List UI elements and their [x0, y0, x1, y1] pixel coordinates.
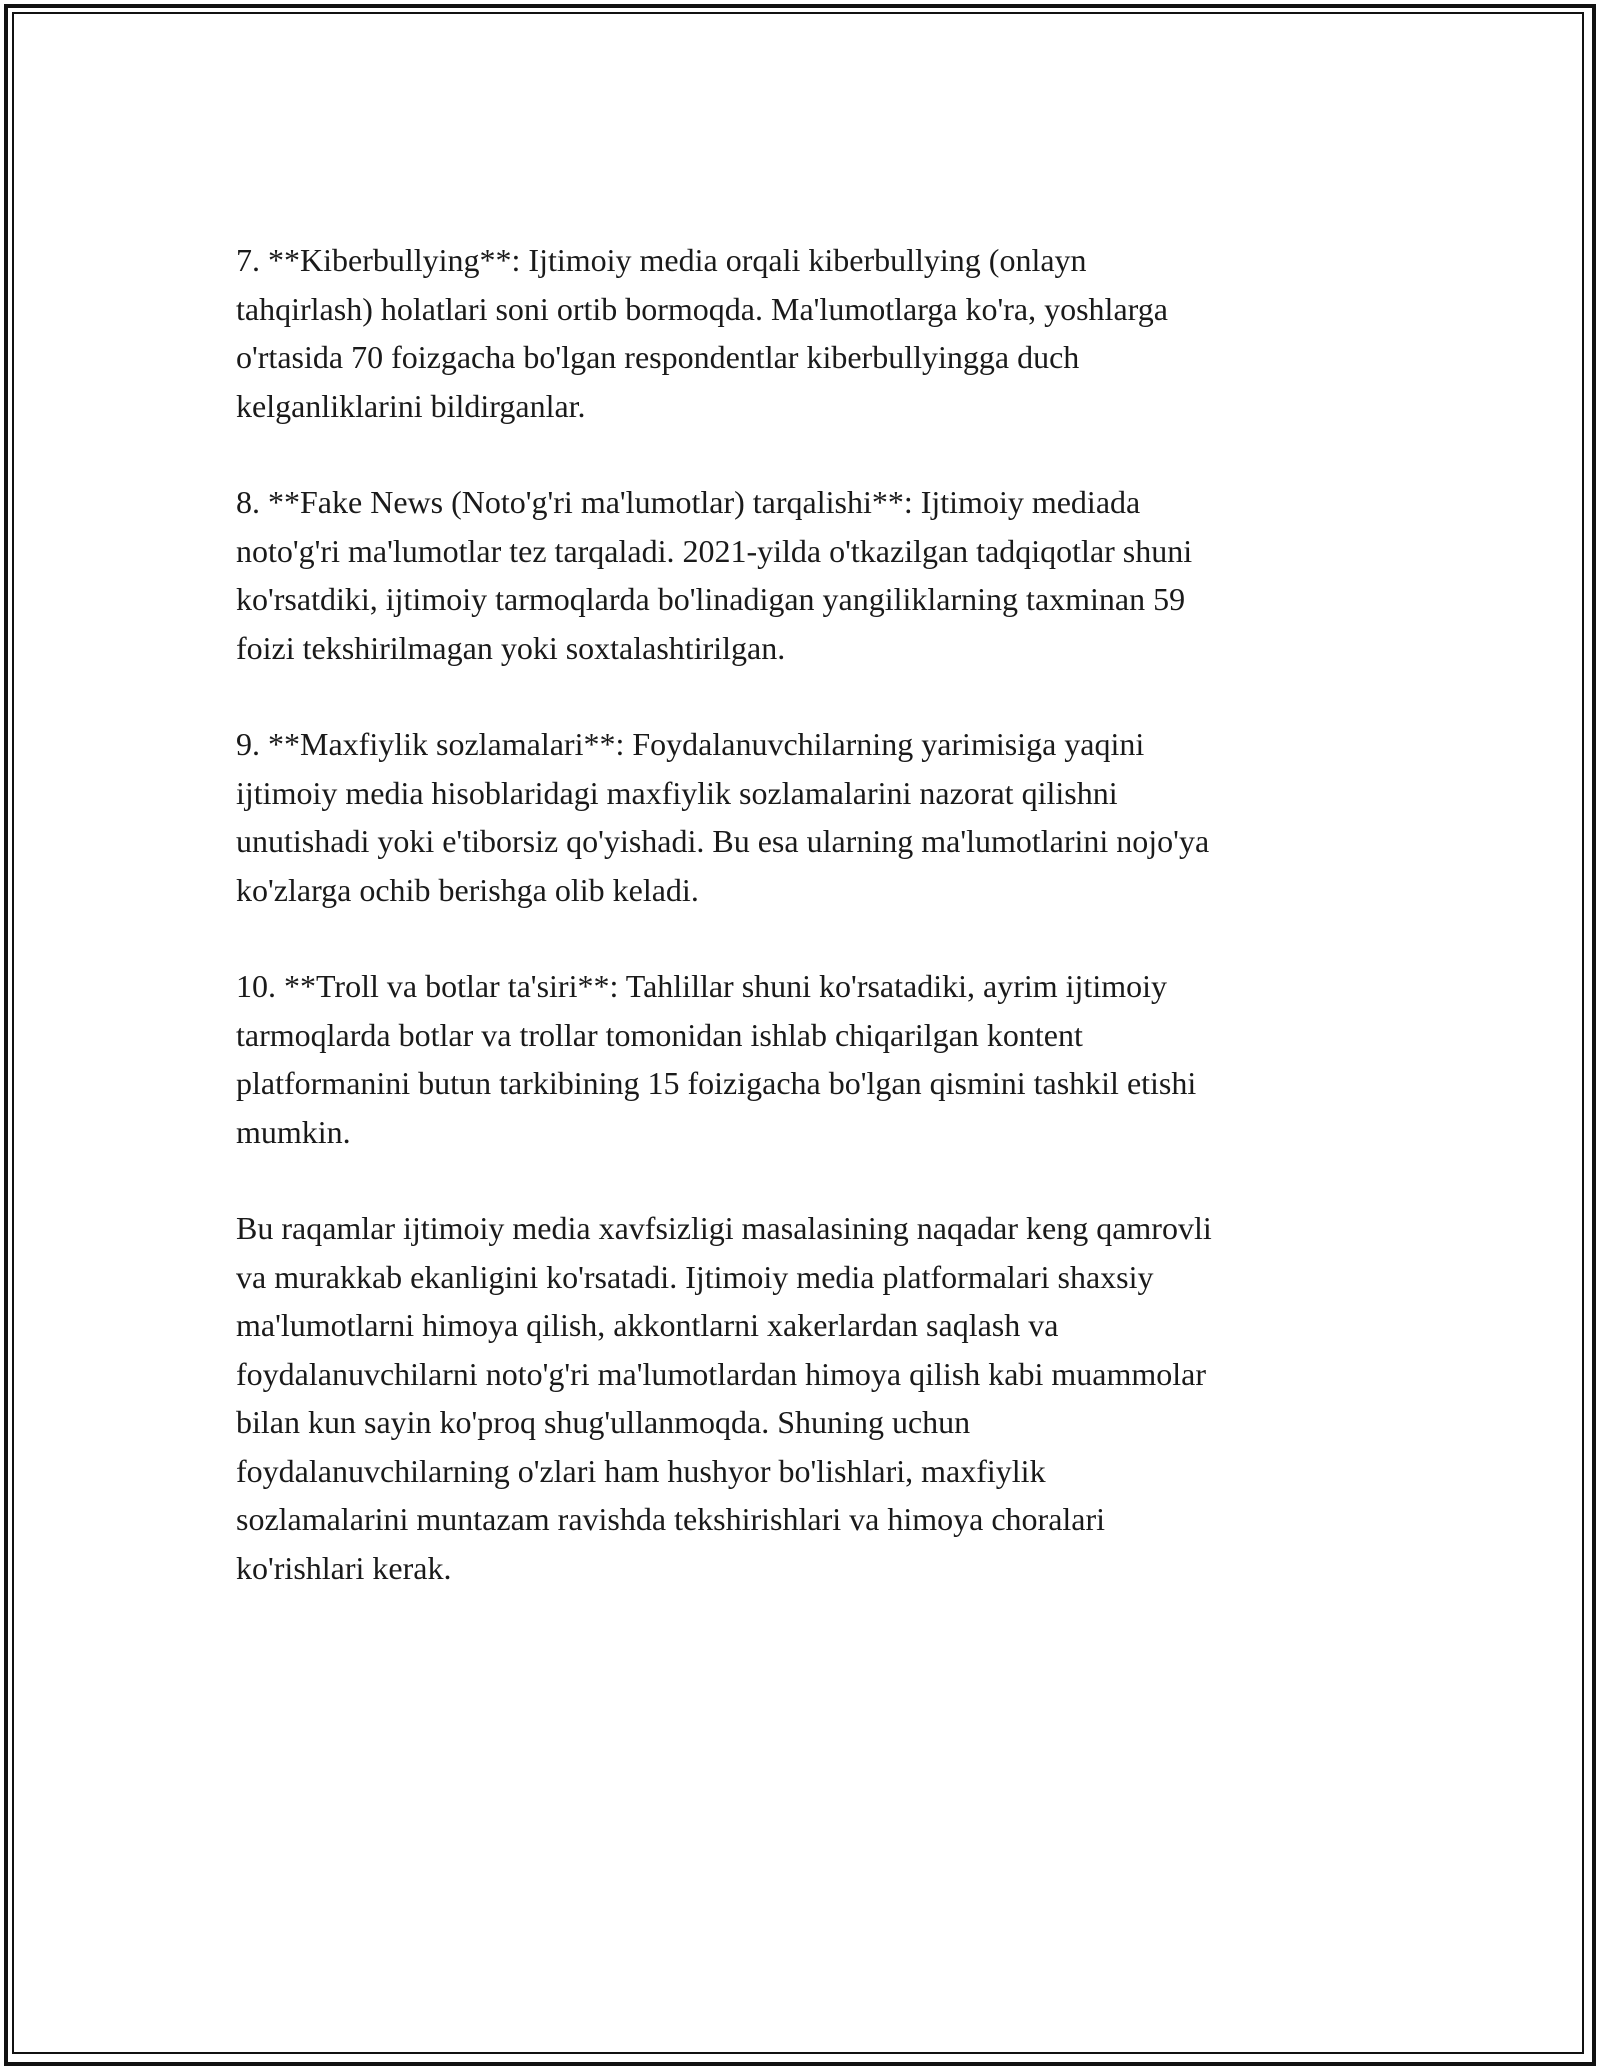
- paragraph-item-9: 9. **Maxfiylik sozlamalari**: Foydalanuvchilarning yarimisiga yaqini ijtimoiy media hisoblaridagi maxfiylik sozlamalarini nazorat qilishni unutishadi yoki e'tiborsiz qo'yishadi. Bu esa ularning ma'lumotlarini nojo'ya ko'zlarga ochib berishga olib keladi.: [236, 726, 1210, 908]
- document-body: [236, 236, 1366, 1640]
- paragraph-item-8: 8. **Fake News (Noto'g'ri ma'lumotlar) tarqalishi**: Ijtimoiy mediada noto'g'ri ma'lumotlar tez tarqaladi. 2021-yilda o'tkazilgan tadqiqotlar shuni ko'rsatdiki, ijtimoiy tarmoqlarda bo'linadigan yangiliklarning taxminan 59 foizi tekshirilmagan yoki soxtalashtirilgan.: [236, 484, 1193, 666]
- paragraph-conclusion: Bu raqamlar ijtimoiy media xavfsizligi masalasining naqadar keng qamrovli va murakkab ekanligini ko'rsatadi. Ijtimoiy media platformalari shaxsiy ma'lumotlarni himoya qilish, akkontlarni xakerlardan saqlash va foydalanuvchilarni noto'g'ri ma'lumotlardan himoya qilish kabi muammolar bilan kun sayin ko'proq shug'ullanmoqda. Shuning uchun foydalanuvchilarning o'zlari ham hushyor bo'lishlari, maxfiylik sozlamalarini muntazam ravishda tekshirishlari va himoya choralari ko'rishlari kerak.: [236, 1210, 1212, 1586]
- paragraph-item-7: 7. **Kiberbullying**: Ijtimoiy media orqali kiberbullying (onlayn tahqirlash) holatlari soni ortib bormoqda. Ma'lumotlarga ko'ra, yoshlarga o'rtasida 70 foizgacha bo'lgan respondentlar kiberbullyingga duch kelganliklarini bildirganlar.: [236, 242, 1168, 424]
- paragraph-item-10: 10. **Troll va botlar ta'siri**: Tahlillar shuni ko'rsatadiki, ayrim ijtimoiy tarmoqlarda botlar va trollar tomonidan ishlab chiqarilgan kontent platformanini butun tarkibining 15 foizigacha bo'lgan qismini tashkil etishi mumkin.: [236, 968, 1197, 1150]
